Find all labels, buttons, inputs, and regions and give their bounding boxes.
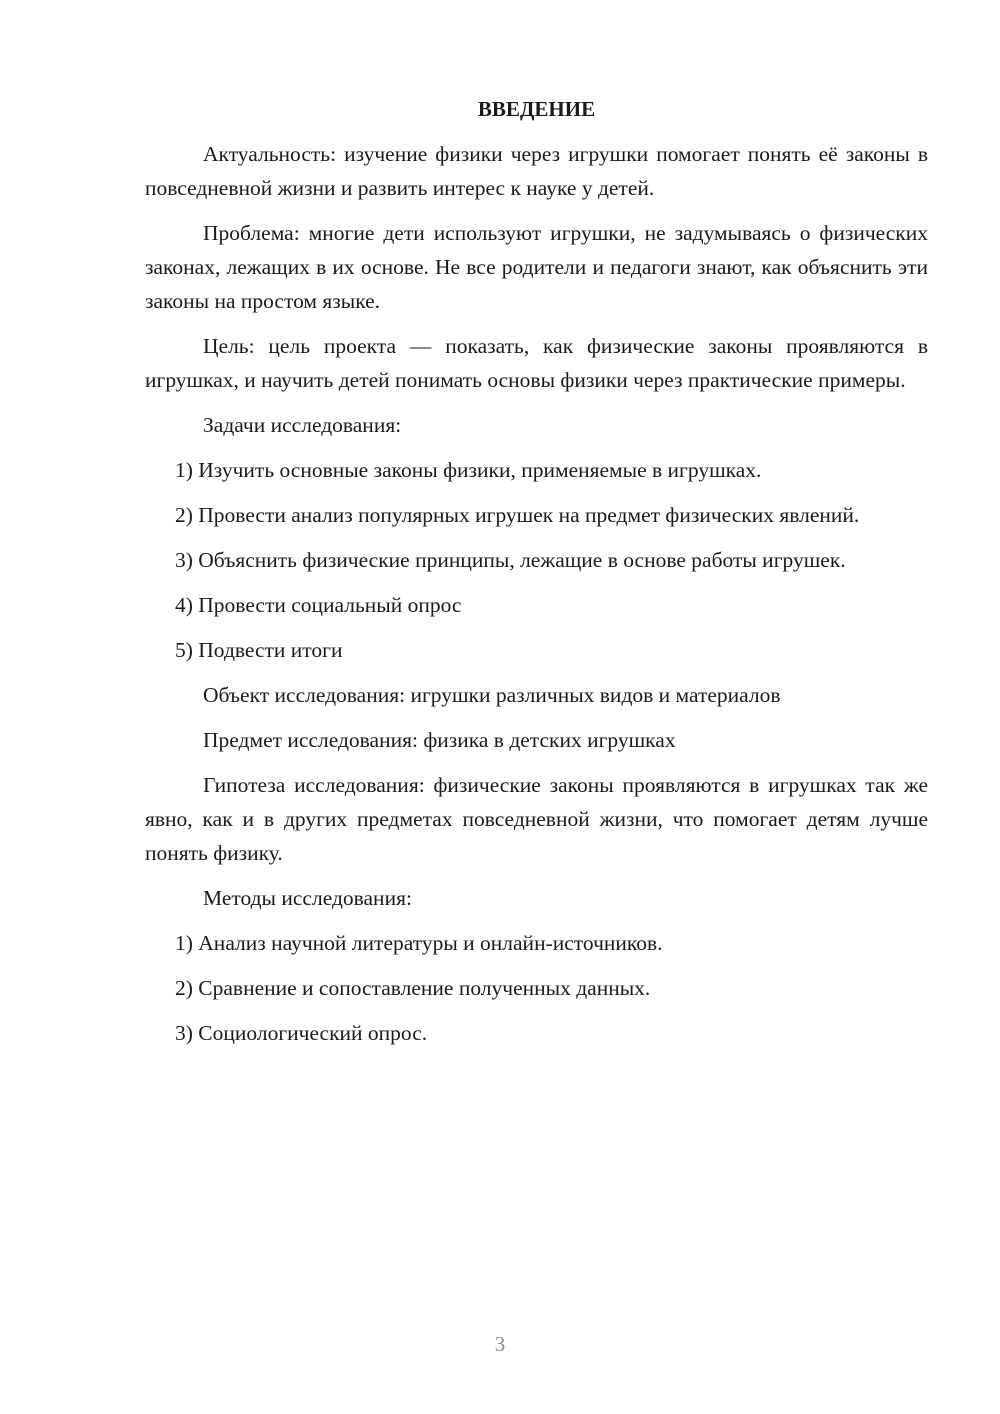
task-item: 2) Провести анализ популярных игрушек на предмет физических явлений. (175, 503, 860, 527)
task-item: 5) Подвести итоги (175, 638, 343, 662)
relevance-paragraph: Актуальность: изучение физики через игрушки помогает понять её законы в повседневной жизни и развить интерес к науке у детей. (145, 142, 928, 200)
page-number: 3 (494, 1332, 506, 1356)
object-paragraph: Объект исследования: игрушки различных видов и материалов (203, 683, 781, 707)
task-item: 4) Провести социальный опрос (175, 593, 462, 617)
subject-paragraph: Предмет исследования: физика в детских игрушках (203, 728, 676, 752)
problem-paragraph: Проблема: многие дети используют игрушки, не задумываясь о физических законах, лежащих в их основе. Не все родители и педагоги знают, как объяснить эти законы на простом языке. (145, 221, 928, 313)
method-item: 1) Анализ научной литературы и онлайн-источников. (175, 931, 663, 955)
document-page (145, 92, 928, 1061)
method-item: 3) Социологический опрос. (175, 1021, 428, 1045)
task-item: 1) Изучить основные законы физики, применяемые в игрушках. (175, 458, 762, 482)
tasks-heading: Задачи исследования: (203, 413, 402, 437)
method-item: 2) Сравнение и сопоставление полученных данных. (175, 976, 651, 1000)
goal-paragraph: Цель: цель проекта — показать, как физические законы проявляются в игрушках, и научить детей понимать основы физики через практические примеры. (145, 334, 928, 392)
hypothesis-paragraph: Гипотеза исследования: физические законы проявляются в игрушках так же явно, как и в других предметах повседневной жизни, что помогает детям лучше понять физику. (145, 773, 928, 865)
section-title: ВВЕДЕНИЕ (477, 97, 596, 121)
methods-heading: Методы исследования: (203, 886, 412, 910)
task-item: 3) Объяснить физические принципы, лежащие в основе работы игрушек. (175, 548, 846, 572)
